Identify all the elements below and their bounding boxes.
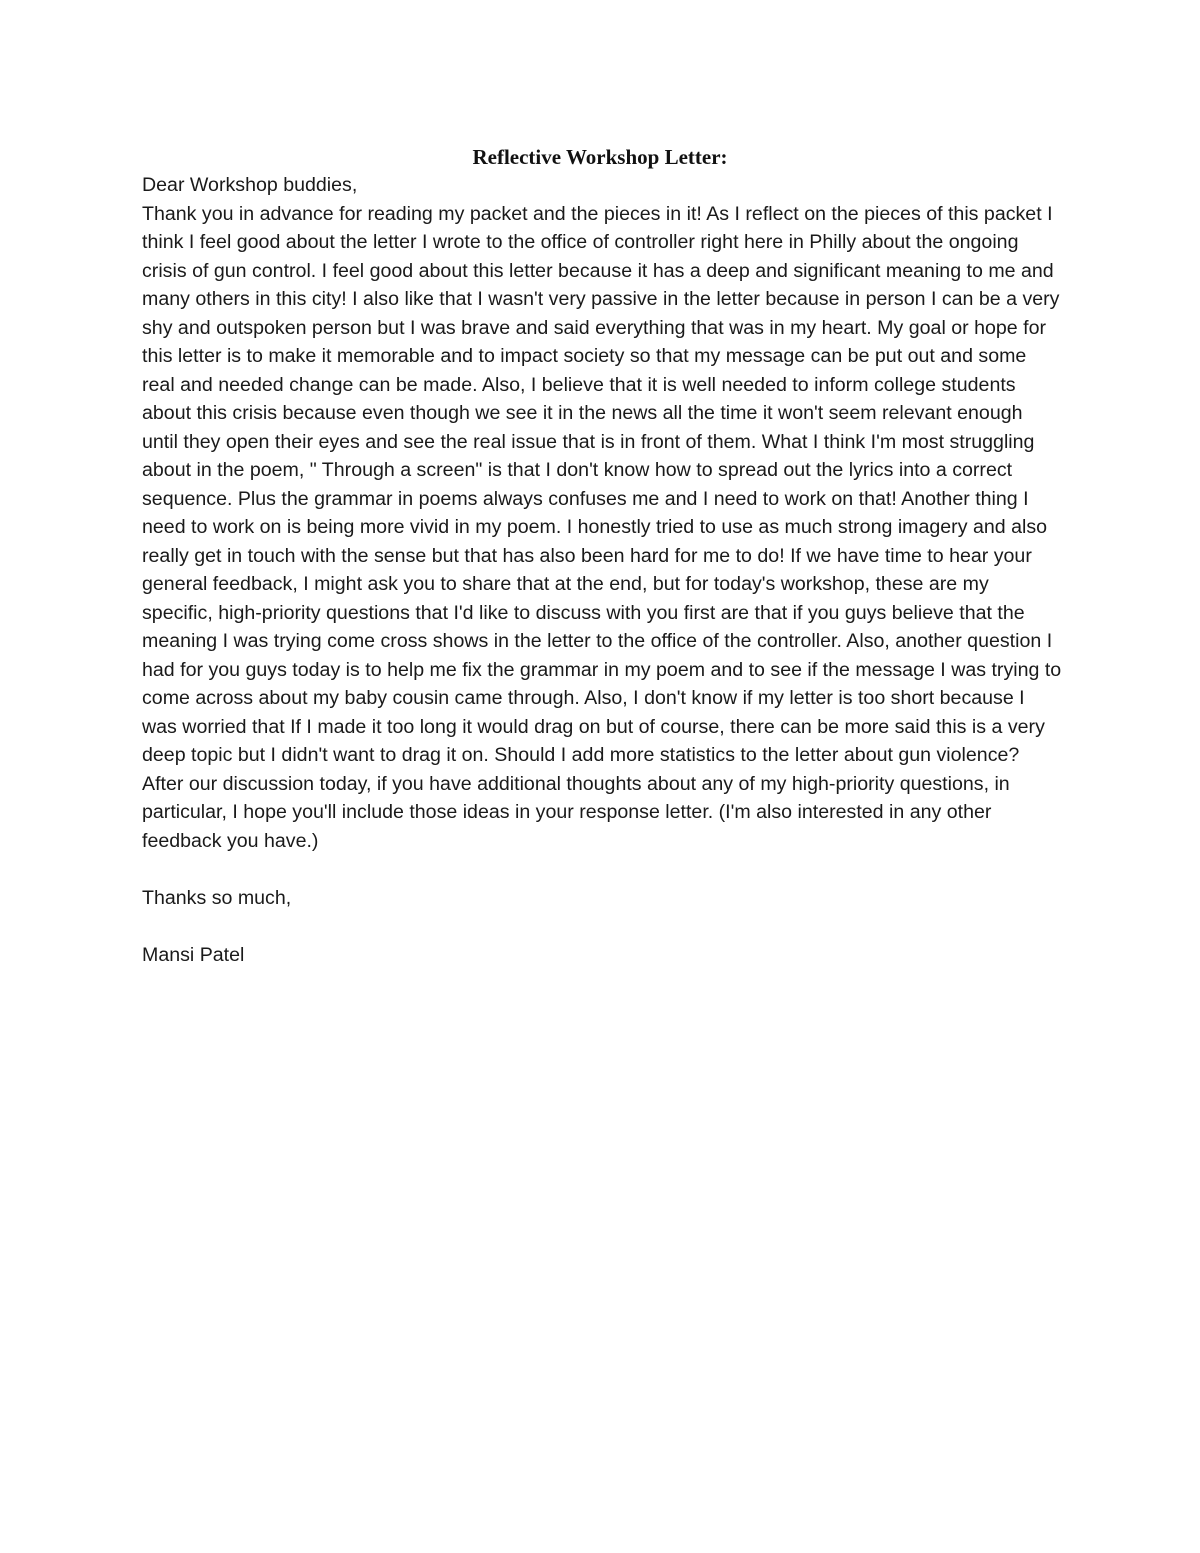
document-title: Reflective Workshop Letter: — [472, 145, 728, 169]
letter-signature: Mansi Patel — [142, 943, 245, 966]
letter-greeting: Dear Workshop buddies, — [142, 174, 358, 196]
letter-body — [142, 171, 1062, 969]
letter-paragraph: Thank you in advance for reading my packet and the pieces in it! As I reflect on the pieces of this packet I think I feel good about the letter I wrote to the office of controller right here in Philly about the ongoing crisis of gun control. I feel good about this letter because it has a deep and significant meaning to me and many others in this city! I also like that I wasn't very passive in the letter because in person I can be a very shy and outspoken person but I was brave and said everything that was in my heart. My goal or hope for this letter is to make it memorable and to impact society so that my message can be put out and some real and needed change can be made. Also, I believe that it is well needed to inform college students about this crisis because even though we see it in the news all the time it won't seem relevant enough until they open their eyes and see the real issue that is in front of them. What I think I'm most struggling about in the poem, " Through a screen" is that I don't know how to spread out the lyrics into a correct sequence. Plus the grammar in poems always confuses me and I need to work on that! Another thing I need to work on is being more vivid in my poem. I honestly tried to use as much strong imagery and also really get in touch with the sense but that has also been hard for me to do! If we have time to hear your general feedback, I might ask you to share that at the end, but for today's workshop, these are my specific, high-priority questions that I'd like to discuss with you first are that if you guys believe that the meaning I was trying come cross shows in the letter to the office of the controller. Also, another question I had for you guys today is to help me fix the grammar in my poem and to see if the message I was trying to come across about my baby cousin came through. Also, I don't know if my letter is too short because I was worried that If I made it too long it would drag on but of course, there can be more said this is a very deep topic but I didn't want to drag it on. Should I add more statistics to the letter about gun violence? After our discussion today, if you have additional thoughts about any of my high-priority questions, in particular, I hope you'll include those ideas in your response letter. (I'm also interested in any other feedback you have.) — [142, 202, 1062, 852]
paragraph-spacer — [142, 855, 1062, 884]
letter-closing: Thanks so much, — [142, 886, 292, 909]
paragraph-spacer — [142, 912, 1062, 941]
